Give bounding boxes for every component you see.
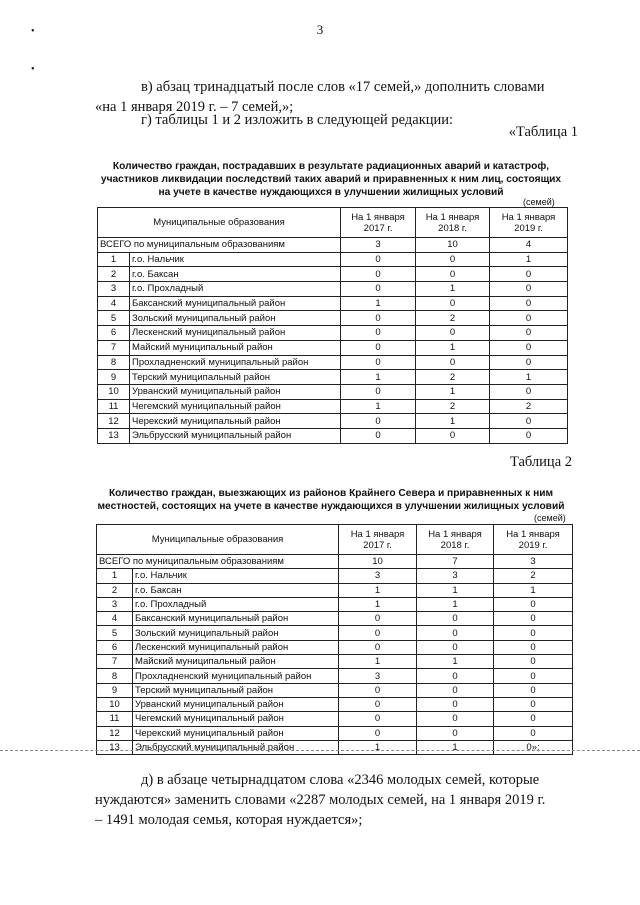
table-row xyxy=(97,626,573,640)
row-value: 1 xyxy=(339,655,417,669)
row-value: 0 xyxy=(490,296,568,311)
row-number: 6 xyxy=(98,326,130,341)
table1-title-line: Количество граждан, пострадавших в результате радиационных аварий и катастроф, xyxy=(112,161,550,172)
row-value: 2 xyxy=(490,399,568,414)
row-value: 1 xyxy=(490,252,568,267)
row-number: 12 xyxy=(98,414,130,429)
row-value: 1 xyxy=(339,583,417,597)
table2-header-row xyxy=(97,525,573,555)
row-number: 4 xyxy=(98,296,130,311)
row-value: 0 xyxy=(417,669,494,683)
row-number: 7 xyxy=(98,340,130,355)
row-value: 1 xyxy=(417,655,494,669)
row-number: 10 xyxy=(98,384,130,399)
row-value: 0 xyxy=(490,282,568,297)
table-row xyxy=(98,267,568,282)
table1-header-row xyxy=(98,208,568,238)
row-value: 0 xyxy=(490,340,568,355)
row-number: 11 xyxy=(98,399,130,414)
paragraph-b-line2: «на 1 января 2019 г. – 7 семей,»; xyxy=(95,99,294,115)
table-row xyxy=(98,370,568,385)
paragraph-b-line1: в) абзац тринадцатый после слов «17 семей,» дополнить словами xyxy=(141,79,545,95)
paragraph-d-line1: д) в абзаце четырнадцатом слова «2346 молодых семей, которые xyxy=(141,772,540,788)
row-number: 11 xyxy=(97,712,133,726)
table1-title-line: участников ликвидации последствий таких аварий и приравненных к ним лиц, состоящих xyxy=(100,174,562,185)
municipality-name: Терский муниципальный район xyxy=(130,370,341,385)
municipality-name: Чегемский муниципальный район xyxy=(133,712,339,726)
municipality-name: Лескенский муниципальный район xyxy=(130,326,341,341)
table-row xyxy=(97,612,573,626)
table-row xyxy=(98,296,568,311)
row-value: 0 xyxy=(417,612,494,626)
table-row xyxy=(97,655,573,669)
row-value: 0 xyxy=(341,414,416,429)
table-row xyxy=(98,428,568,443)
row-number: 13 xyxy=(98,428,130,443)
table1 xyxy=(97,207,568,444)
row-value: 0 xyxy=(416,267,490,282)
row-value: 0 xyxy=(417,712,494,726)
row-value: 3 xyxy=(417,569,494,583)
margin-mark: • xyxy=(31,26,35,37)
table2-total-value: 10 xyxy=(339,555,417,569)
row-value: 0 xyxy=(490,311,568,326)
table-row xyxy=(97,583,573,597)
row-value: 0 xyxy=(490,384,568,399)
row-value: 0 xyxy=(417,626,494,640)
municipality-name: г.о. Прохладный xyxy=(133,597,339,611)
row-value: 2 xyxy=(416,399,490,414)
row-number: 5 xyxy=(97,626,133,640)
table1-total-value: 10 xyxy=(416,238,490,253)
row-value: 0»; xyxy=(494,740,573,754)
row-number: 2 xyxy=(98,267,130,282)
table1-total-label: ВСЕГО по муниципальным образованиям xyxy=(98,238,341,253)
row-value: 0 xyxy=(490,428,568,443)
table1-title-line: на учете в качестве нуждающихся в улучшении жилищных условий xyxy=(158,187,504,198)
row-value: 1 xyxy=(490,370,568,385)
municipality-name: Урванский муниципальный район xyxy=(133,697,339,711)
row-value: 0 xyxy=(417,697,494,711)
row-value: 0 xyxy=(490,267,568,282)
row-number: 10 xyxy=(97,697,133,711)
table1-title xyxy=(88,160,574,199)
municipality-name: г.о. Нальчик xyxy=(133,569,339,583)
municipality-name: Чегемский муниципальный район xyxy=(130,399,341,414)
table-row xyxy=(97,697,573,711)
row-value: 0 xyxy=(416,326,490,341)
row-value: 0 xyxy=(341,267,416,282)
row-value: 0 xyxy=(339,612,417,626)
row-number: 9 xyxy=(98,370,130,385)
page-cut-line xyxy=(0,750,640,751)
row-value: 0 xyxy=(339,697,417,711)
municipality-name: Лескенский муниципальный район xyxy=(133,640,339,654)
row-value: 0 xyxy=(339,640,417,654)
municipality-name: Баксанский муниципальный район xyxy=(133,612,339,626)
municipality-name: Майский муниципальный район xyxy=(133,655,339,669)
row-value: 0 xyxy=(494,655,573,669)
row-number: 5 xyxy=(98,311,130,326)
row-value: 0 xyxy=(490,414,568,429)
row-value: 1 xyxy=(341,399,416,414)
municipality-name: Майский муниципальный район xyxy=(130,340,341,355)
municipality-name: Зольский муниципальный район xyxy=(130,311,341,326)
table2-title-line: Количество граждан, выезжающих из районов Крайнего Севера и приравненных к ним xyxy=(108,488,554,499)
row-value: 0 xyxy=(417,640,494,654)
table1-header-municipality: Муниципальные образования xyxy=(98,208,341,238)
row-number: 6 xyxy=(97,640,133,654)
table1-total-row xyxy=(98,238,568,253)
table2-header-2018: На 1 января 2018 г. xyxy=(417,525,494,555)
row-value: 0 xyxy=(494,697,573,711)
table-row xyxy=(98,414,568,429)
row-number: 3 xyxy=(98,282,130,297)
row-number: 3 xyxy=(97,597,133,611)
row-value: 0 xyxy=(341,252,416,267)
row-value: 0 xyxy=(494,669,573,683)
row-value: 3 xyxy=(339,669,417,683)
table1-header-2017: На 1 января 2017 г. xyxy=(341,208,416,238)
row-number: 12 xyxy=(97,726,133,740)
table2 xyxy=(96,524,573,755)
municipality-name: г.о. Нальчик xyxy=(130,252,341,267)
table-row xyxy=(97,640,573,654)
row-value: 1 xyxy=(339,740,417,754)
row-value: 0 xyxy=(339,712,417,726)
row-value: 0 xyxy=(490,326,568,341)
municipality-name: Эльбрусский муниципальный район xyxy=(133,740,339,754)
row-value: 0 xyxy=(341,311,416,326)
table2-header-2019: На 1 января 2019 г. xyxy=(494,525,573,555)
table-row xyxy=(98,340,568,355)
table2-header-municipality: Муниципальные образования xyxy=(97,525,339,555)
row-number: 8 xyxy=(97,669,133,683)
municipality-name: г.о. Баксан xyxy=(133,583,339,597)
table-row xyxy=(97,569,573,583)
table-row xyxy=(98,252,568,267)
row-value: 0 xyxy=(341,355,416,370)
row-value: 0 xyxy=(416,296,490,311)
row-number: 1 xyxy=(98,252,130,267)
row-value: 0 xyxy=(341,384,416,399)
row-number: 9 xyxy=(97,683,133,697)
row-number: 7 xyxy=(97,655,133,669)
row-value: 0 xyxy=(341,428,416,443)
paragraph-g-line1: г) таблицы 1 и 2 изложить в следующей редакции: xyxy=(141,112,454,128)
table1-total-value: 4 xyxy=(490,238,568,253)
table2-header-2017: На 1 января 2017 г. xyxy=(339,525,417,555)
table-row xyxy=(97,669,573,683)
table2-total-label: ВСЕГО по муниципальным образованиям xyxy=(97,555,339,569)
table-row xyxy=(97,740,573,754)
row-value: 1 xyxy=(339,597,417,611)
row-value: 1 xyxy=(341,296,416,311)
row-value: 0 xyxy=(416,355,490,370)
margin-mark: • xyxy=(31,64,35,75)
table-row xyxy=(98,384,568,399)
row-number: 2 xyxy=(97,583,133,597)
row-number: 8 xyxy=(98,355,130,370)
table1-unit: (семей) xyxy=(523,197,555,207)
municipality-name: Баксанский муниципальный район xyxy=(130,296,341,311)
table2-title xyxy=(96,487,566,513)
row-value: 0 xyxy=(490,355,568,370)
municipality-name: г.о. Прохладный xyxy=(130,282,341,297)
municipality-name: Эльбрусский муниципальный район xyxy=(130,428,341,443)
row-value: 0 xyxy=(494,683,573,697)
table-row xyxy=(98,326,568,341)
row-value: 1 xyxy=(494,583,573,597)
table-row xyxy=(98,282,568,297)
table1-header-2018: На 1 января 2018 г. xyxy=(416,208,490,238)
municipality-name: Зольский муниципальный район xyxy=(133,626,339,640)
row-value: 3 xyxy=(339,569,417,583)
row-value: 0 xyxy=(339,626,417,640)
table1-header-2019: На 1 января 2019 г. xyxy=(490,208,568,238)
paragraph-d-line3: – 1491 молодая семья, которая нуждается»; xyxy=(95,812,363,828)
row-value: 0 xyxy=(341,340,416,355)
municipality-name: Черекский муниципальный район xyxy=(133,726,339,740)
row-number: 1 xyxy=(97,569,133,583)
page-number: 3 xyxy=(316,22,324,37)
row-value: 1 xyxy=(416,384,490,399)
row-value: 1 xyxy=(416,282,490,297)
table2-total-value: 3 xyxy=(494,555,573,569)
row-number: 4 xyxy=(97,612,133,626)
table2-total-value: 7 xyxy=(417,555,494,569)
row-value: 1 xyxy=(416,340,490,355)
row-value: 0 xyxy=(416,252,490,267)
table-row xyxy=(98,399,568,414)
municipality-name: Черекский муниципальный район xyxy=(130,414,341,429)
table-row xyxy=(97,726,573,740)
row-value: 0 xyxy=(341,282,416,297)
table-row xyxy=(98,355,568,370)
row-value: 1 xyxy=(417,740,494,754)
row-value: 0 xyxy=(494,726,573,740)
row-value: 1 xyxy=(417,597,494,611)
row-value: 0 xyxy=(339,726,417,740)
row-value: 2 xyxy=(494,569,573,583)
table2-total-row xyxy=(97,555,573,569)
municipality-name: г.о. Баксан xyxy=(130,267,341,282)
municipality-name: Прохладненский муниципальный район xyxy=(133,669,339,683)
row-value: 0 xyxy=(417,726,494,740)
row-value: 0 xyxy=(494,626,573,640)
table2-label: Таблица 2 xyxy=(509,454,572,470)
table2-unit: (семей) xyxy=(534,513,566,523)
table1-total-value: 3 xyxy=(341,238,416,253)
row-value: 0 xyxy=(494,640,573,654)
table-row xyxy=(97,597,573,611)
row-value: 2 xyxy=(416,370,490,385)
municipality-name: Терский муниципальный район xyxy=(133,683,339,697)
row-value: 0 xyxy=(416,428,490,443)
row-value: 1 xyxy=(417,583,494,597)
table-row xyxy=(98,311,568,326)
row-value: 0 xyxy=(341,326,416,341)
table-row xyxy=(97,683,573,697)
table-row xyxy=(97,712,573,726)
row-value: 0 xyxy=(339,683,417,697)
row-value: 2 xyxy=(416,311,490,326)
municipality-name: Урванский муниципальный район xyxy=(130,384,341,399)
municipality-name: Прохладненский муниципальный район xyxy=(130,355,341,370)
row-value: 0 xyxy=(494,712,573,726)
row-value: 0 xyxy=(494,612,573,626)
row-value: 1 xyxy=(416,414,490,429)
table2-title-line: местностей, состоящих на учете в качестве нуждающихся в улучшении жилищных условий xyxy=(97,501,565,512)
row-number: 13 xyxy=(97,740,133,754)
row-value: 0 xyxy=(417,683,494,697)
row-value: 0 xyxy=(494,597,573,611)
row-value: 1 xyxy=(341,370,416,385)
paragraph-d-line2: нуждаются» заменить словами «2287 молодых семей, на 1 января 2019 г. xyxy=(95,792,546,808)
table1-label: «Таблица 1 xyxy=(508,124,578,140)
